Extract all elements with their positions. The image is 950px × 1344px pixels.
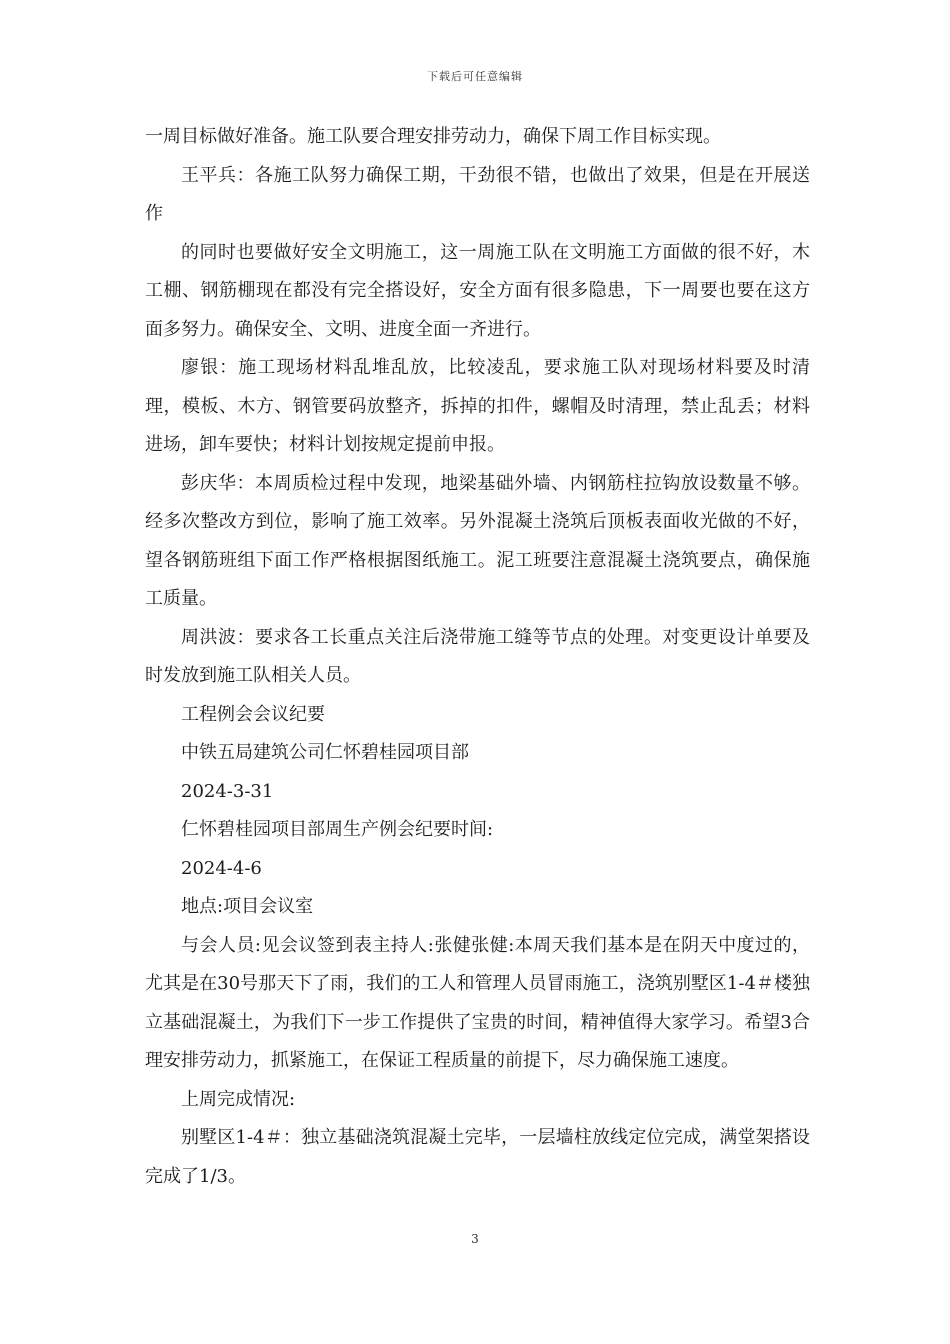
paragraph: 工程例会会议纪要 [181, 703, 325, 725]
paragraph: 2024-4-6 [181, 857, 262, 879]
paragraph: 彭庆华：本周质检过程中发现，地梁基础外墙、内钢筋柱拉钩放设数量不够。经多次整改方到位，影响了施工效率。另外混凝土浇筑后顶板表面收光做的不好，望各钢筋班组下面工作严格根据图纸施工。泥工班要注意混凝土浇筑要点，确保施工质量。 [145, 472, 810, 609]
paragraph: 别墅区1-4＃：独立基础浇筑混凝土完毕，一层墙柱放线定位完成，满堂架搭设完成了1/3。 [145, 1127, 810, 1187]
page-number: 3 [471, 1232, 479, 1246]
paragraph: 王平兵：各施工队努力确保工期，干劲很不错，也做出了效果，但是在开展送作 [145, 164, 810, 224]
paragraph: 的同时也要做好安全文明施工，这一周施工队在文明施工方面做的很不好，木工棚、钢筋棚现在都没有完全搭设好，安全方面有很多隐患，下一周要也要在这方面多努力。确保安全、文明、进度全面一齐进行。 [145, 241, 810, 340]
paragraph: 廖银：施工现场材料乱堆乱放，比较凌乱，要求施工队对现场材料要及时清理，模板、木方、钢管要码放整齐，拆掉的扣件，螺帽及时清理，禁止乱丢；材料进场，卸车要快；材料计划按规定提前申报。 [145, 357, 810, 455]
document-body [145, 118, 810, 1196]
paragraph: 与会人员:见会议签到表主持人:张健张健:本周天我们基本是在阴天中度过的，尤其是在30号那天下了雨，我们的工人和管理人员冒雨施工，浇筑别墅区1-4＃楼独立基础混凝土，为我们下一步工作提供了宝贵的时间，精神值得大家学习。希望3合理安排劳动力，抓紧施工，在保证工程质量的前提下，尽力确保施工速度。 [145, 934, 810, 1071]
paragraph: 中铁五局建筑公司仁怀碧桂园项目部 [181, 742, 469, 763]
paragraph: 2024-3-31 [181, 780, 274, 802]
paragraph: 上周完成情况: [181, 1088, 296, 1110]
page-header: 下载后可任意编辑 [427, 70, 523, 83]
paragraph: 周洪波：要求各工长重点关注后浇带施工缝等节点的处理。对变更设计单要及时发放到施工队相关人员。 [145, 626, 810, 686]
paragraph: 一周目标做好准备。施工队要合理安排劳动力，确保下周工作目标实现。 [145, 126, 721, 147]
paragraph: 仁怀碧桂园项目部周生产例会纪要时间: [181, 819, 494, 840]
paragraph: 地点:项目会议室 [181, 896, 314, 917]
